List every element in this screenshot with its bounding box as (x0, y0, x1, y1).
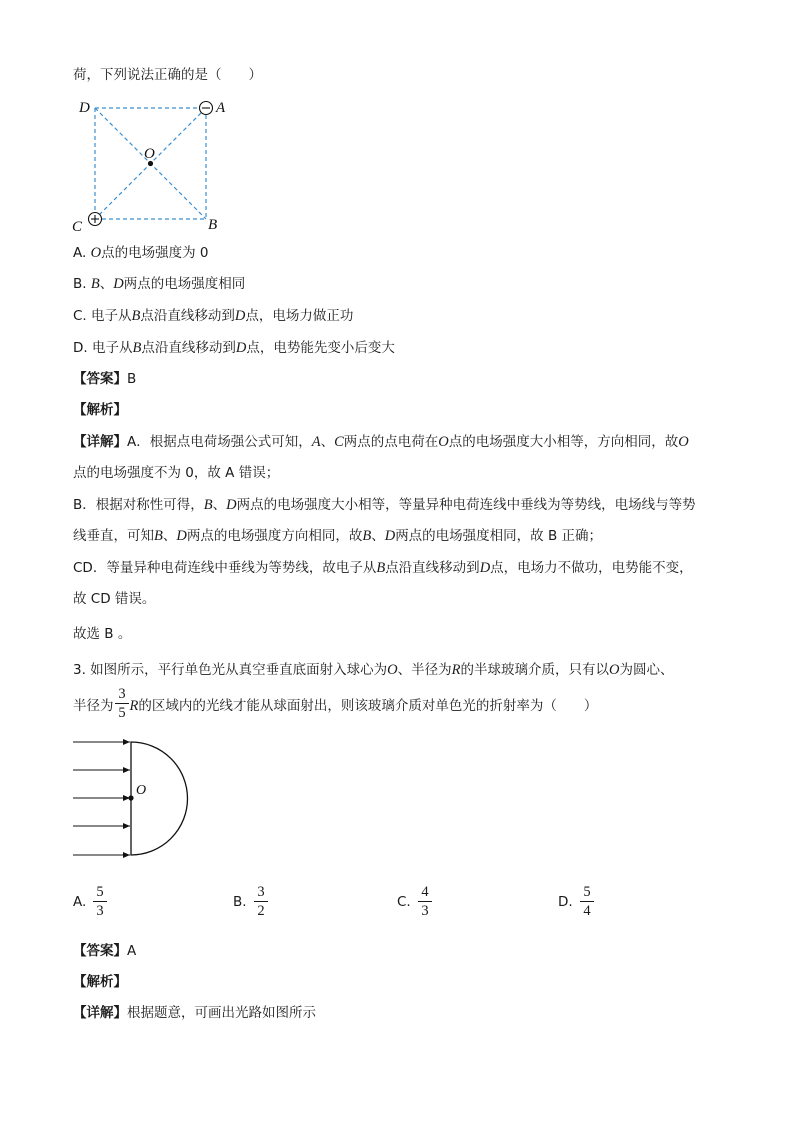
q3-stem-line-1: 3. 如图所示，平行单色光从真空垂直底面射入球心为O、半径为R的半球玻璃介质，只有以O为圆心、 (73, 662, 674, 678)
q2-choose: 故选 B 。 (73, 626, 132, 642)
q3-option-a-fraction: 5 3 (93, 884, 107, 919)
q3-stem-line-2: 半径为 R的区域内的光线才能从球面射出，则该玻璃介质对单色光的折射率为（ ） (73, 698, 598, 714)
label-O: O (136, 783, 147, 798)
q2-stem-tail: 荷，下列说法正确的是（ ） (73, 67, 262, 83)
positive-charge-icon (89, 213, 102, 226)
q3-stem-fraction: 3 5 (115, 686, 129, 721)
q2-detail-line-4: 线垂直，可知B、D两点的电场强度方向相同，故B、D两点的电场强度相同，故 B 正确； (73, 528, 603, 544)
q2-analysis-tag: 【解析】 (73, 402, 127, 418)
negative-charge-icon (200, 102, 213, 115)
q2-answer: 【答案】B (73, 371, 137, 387)
label-C: C (72, 219, 83, 235)
q3-option-b-fraction: 3 2 (254, 884, 268, 919)
label-A: A (216, 100, 226, 116)
q2-detail-line-2: 点的电场强度不为 0，故 A 错误； (73, 465, 280, 481)
sphere-center-point (128, 795, 133, 800)
q3-option-d-fraction: 5 4 (580, 884, 594, 919)
q3-option-b-letter: B. (233, 894, 247, 910)
label-D: D (79, 100, 90, 116)
q2-option-d: D. 电子从B点沿直线移动到D点，电势能先变小后变大 (73, 340, 395, 356)
q3-answer: 【答案】A (73, 943, 137, 959)
q3-option-c-letter: C. (397, 894, 411, 910)
q3-option-a-letter: A. (73, 894, 87, 910)
label-O: O (144, 146, 155, 162)
q2-detail-line-1: 【详解】A．根据点电荷场强公式可知，A、C两点的点电荷在O点的电场强度大小相等，方向相同，故O (73, 434, 689, 450)
q2-option-c: C. 电子从B点沿直线移动到D点，电场力做正功 (73, 308, 354, 324)
q2-detail-line-5: CD．等量异种电荷连线中垂线为等势线，故电子从B点沿直线移动到D点，电场力不做功，电势能不变， (73, 560, 693, 576)
q2-option-b: B. B、D两点的电场强度相同 (73, 276, 246, 292)
q2-charge-square-diagram (70, 92, 240, 237)
q3-hemisphere-diagram (70, 734, 200, 862)
q3-option-c-fraction: 4 3 (418, 884, 432, 919)
q3-detail: 【详解】根据题意，可画出光路如图所示 (73, 1005, 316, 1021)
hemisphere-outline (131, 742, 188, 855)
q2-detail-line-6: 故 CD 错误。 (73, 591, 156, 607)
q2-option-a: A. O点的电场强度为 0 (73, 245, 209, 261)
q3-analysis-tag: 【解析】 (73, 974, 127, 990)
q3-option-d-letter: D. (558, 894, 573, 910)
q2-detail-line-3: B．根据对称性可得，B、D两点的电场强度大小相等，等量异种电荷连线中垂线为等势线，电场线与等势 (73, 497, 696, 513)
label-B: B (208, 217, 218, 233)
